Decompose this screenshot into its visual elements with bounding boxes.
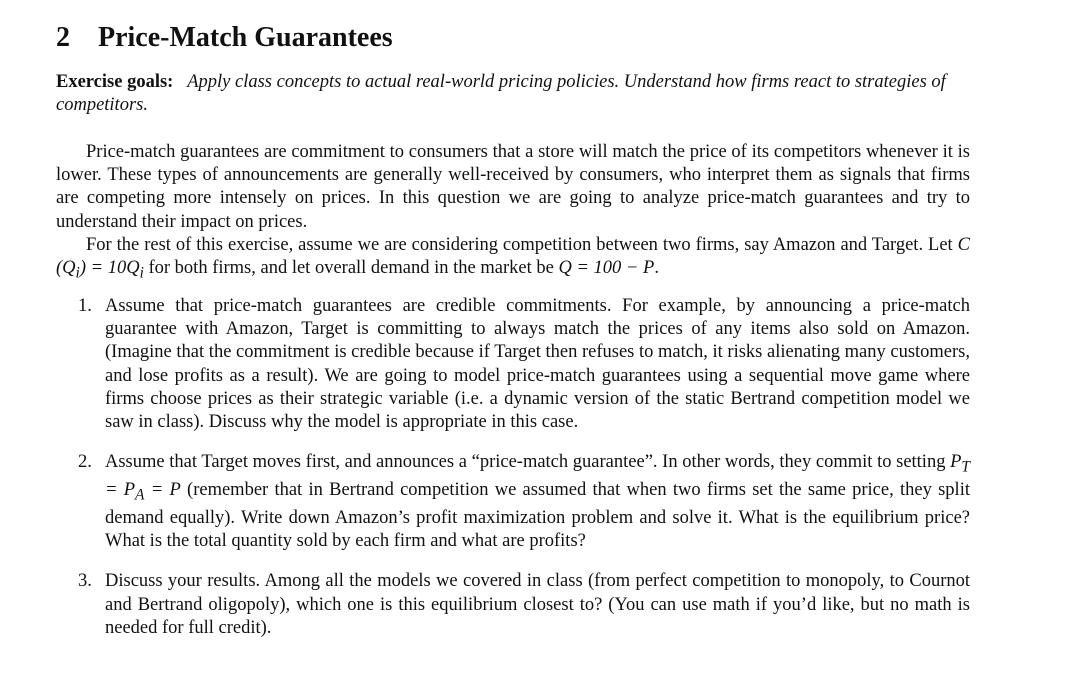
setup-text-pre: For the rest of this exercise, assume we are considering competition between two firms, say Amazon and Target. Let: [86, 234, 958, 255]
setup-paragraph: [56, 234, 970, 285]
question-text: Discuss your results. Among all the models we covered in class (from perfect competition to monopoly, to Cournot and Bertrand oligopoly), which one is this equilibrium closest to? (You can use math if you’d like, but no math is needed for full credit).: [105, 571, 970, 638]
document-page: [56, 18, 970, 657]
goals-text: Apply class concepts to actual real-world pricing policies. Understand how firms react to strategies of competitors.: [56, 72, 946, 115]
section-number: 2: [56, 22, 70, 53]
exercise-goals: [56, 71, 970, 117]
question-number: 2.: [78, 452, 92, 473]
cost-function: C $(Q_i) = 10Q_i$: [56, 234, 970, 282]
setup-text-mid: for both firms, and let overall demand in the market be: [143, 258, 559, 279]
question-text-pre: Assume that Target moves first, and announces a “price-match guarantee”. In other words, they commit to setting: [105, 452, 951, 473]
price-match-equation: $P_T = P_A = P$: [105, 452, 970, 504]
section-heading: [56, 18, 970, 58]
question-item: [56, 295, 970, 434]
question-item: [56, 451, 970, 553]
goals-label: Exercise goals:: [56, 72, 174, 92]
section-title: Price-Match Guarantees: [98, 22, 393, 53]
intro-paragraph: Price-match guarantees are commitment to consumers that a store will match the price of its competitors whenever it is lower. These types of announcements are generally well-received by consumers, who interpret them as signals that firms are competing more intensely on prices. In this question we are going to analyze price-match guarantees and try to understand their impact on prices.: [56, 142, 970, 232]
question-number: 3.: [78, 571, 92, 592]
question-number: 1.: [78, 295, 92, 316]
demand-function: Q = 100 − P: [558, 258, 655, 279]
setup-text-post: .: [654, 258, 659, 279]
question-text-post: (remember that in Bertrand competition we assumed that when two firms set the same price, they split demand equally). Write down Amazon’s profit maximization problem and solve it. What is the equilibrium price? What is the total quantity sold by each firm and what are profits?: [105, 480, 970, 552]
question-list: [56, 295, 970, 640]
question-item: [56, 570, 970, 640]
question-text: Assume that price-match guarantees are credible commitments. For example, by announcing a price-match guarantee with Amazon, Target is committing to always match the prices of any items also sold on Amazon. (Imagine that the commitment is credible because if Target then refuses to match, it risks alienating many customers, and lose profits as a result). We are going to model price-match guarantees using a sequential move game where firms choose prices as their strategic variable (i.e. a dynamic version of the static Bertrand competition model we saw in class). Discuss why the model is appropriate in this case.: [105, 295, 970, 432]
